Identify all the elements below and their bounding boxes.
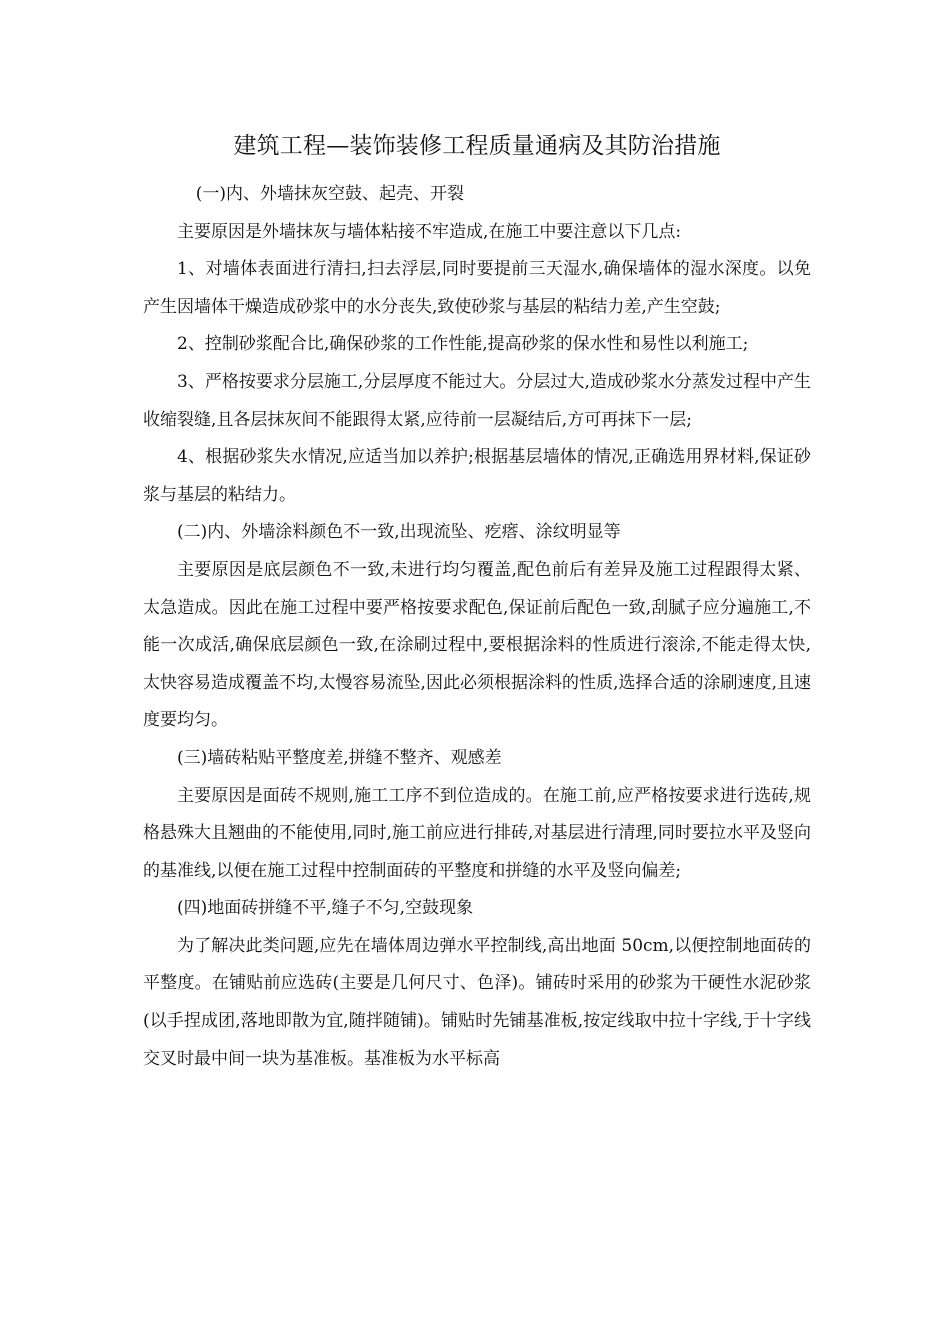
section-heading-4: (四)地面砖拼缝不平,缝子不匀,空鼓现象	[177, 898, 474, 919]
section-heading-1: (一)内、外墙抹灰空鼓、起壳、开裂	[195, 184, 464, 204]
paragraph: 为了解决此类问题,应先在墙体周边弹水平控制线,高出地面 50cm,以便控制地面砖的平整度。在铺贴前应选砖(主要是几何尺寸、色泽)。铺砖时采用的砂浆为干硬性水泥砂浆(以手捏成团,落地即散为宜,随拌随铺)。铺贴时先铺基准板,按定线取中拉十字线,于十字线交叉时最中间一块为基准板。基准板为水平标高	[143, 935, 811, 1069]
paragraph: 1、对墙体表面进行清扫,扫去浮层,同时要提前三天湿水,确保墙体的湿水深度。以免产生因墙体干燥造成砂浆中的水分丧失,致使砂浆与基层的粘结力差,产生空鼓;	[143, 259, 811, 317]
document-body	[143, 176, 811, 1078]
paragraph: 4、根据砂浆失水情况,应适当加以养护;根据基层墙体的情况,正确选用界材料,保证砂浆与基层的粘结力。	[143, 447, 811, 505]
section-heading-2: (二)内、外墙涂料颜色不一致,出现流坠、疙瘩、涂纹明显等	[177, 522, 621, 543]
paragraph: 主要原因是面砖不规则,施工工序不到位造成的。在施工前,应严格按要求进行选砖,规格悬殊大且翘曲的不能使用,同时,施工前应进行排砖,对基层进行清理,同时要拉水平及竖向的基准线,以便在施工过程中控制面砖的平整度和拼缝的水平及竖向偏差;	[143, 785, 811, 881]
document-title: 建筑工程—装饰装修工程质量通病及其防治措施	[233, 133, 721, 159]
paragraph: 主要原因是外墙抹灰与墙体粘接不牢造成,在施工中要注意以下几点:	[177, 221, 682, 242]
paragraph: 主要原因是底层颜色不一致,未进行均匀覆盖,配色前后有差异及施工过程跟得太紧、太急造成。因此在施工过程中要严格按要求配色,保证前后配色一致,刮腻子应分遍施工,不能一次成活,确保底层颜色一致,在涂刷过程中,要根据涂料的性质进行滚涂,不能走得太快,太快容易造成覆盖不均,太慢容易流坠,因此必须根据涂料的性质,选择合适的涂刷速度,且速度要均匀。	[143, 559, 811, 731]
paragraph: 3、严格按要求分层施工,分层厚度不能过大。分层过大,造成砂浆水分蒸发过程中产生收缩裂缝,且各层抹灰间不能跟得太紧,应待前一层凝结后,方可再抹下一层;	[143, 371, 811, 430]
section-heading-3: (三)墙砖粘贴平整度差,拼缝不整齐、观感差	[177, 747, 502, 768]
paragraph: 2、控制砂浆配合比,确保砂浆的工作性能,提高砂浆的保水性和易性以利施工;	[177, 334, 749, 355]
